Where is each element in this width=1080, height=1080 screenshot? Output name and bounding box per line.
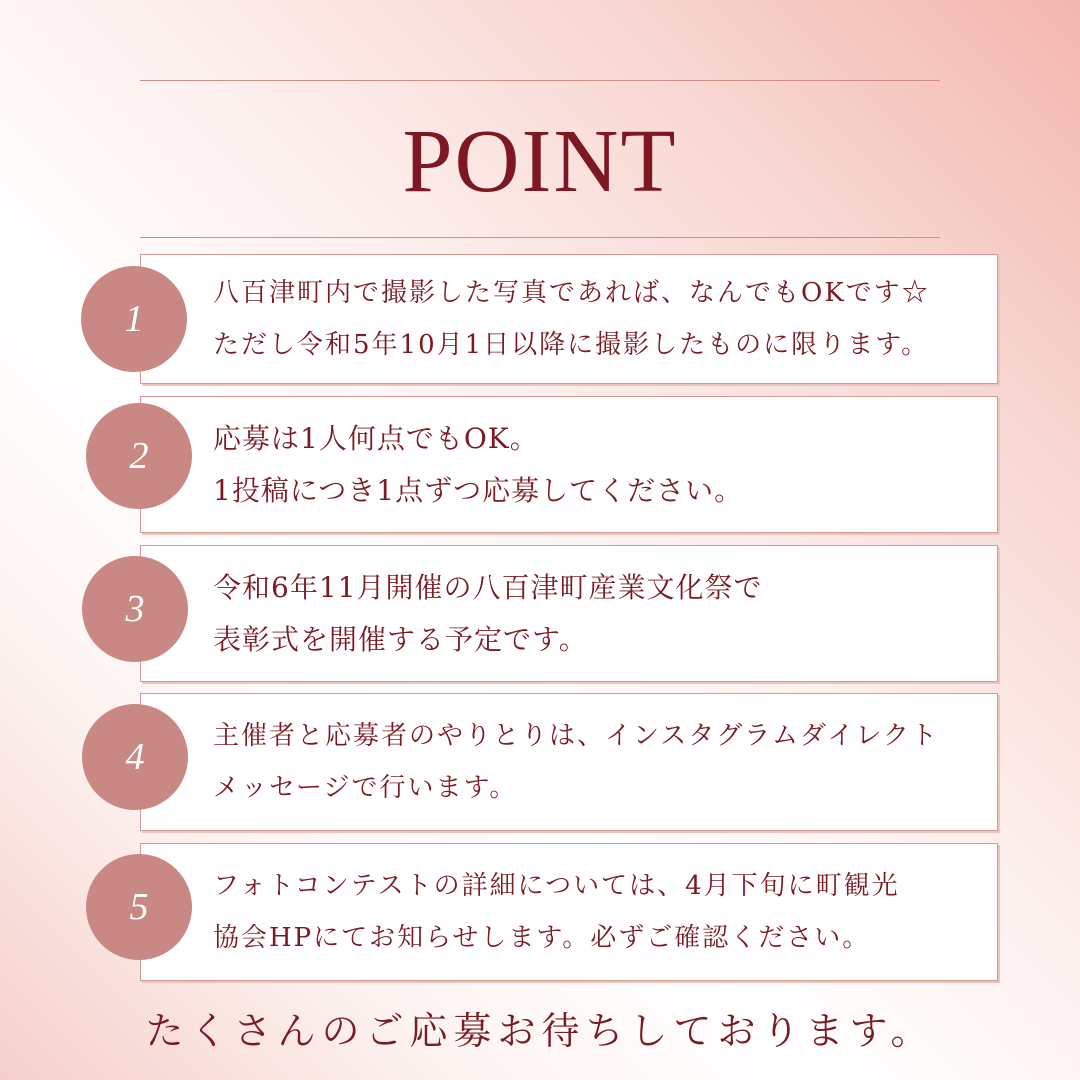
- closing-message: たくさんのご応募お待ちしております。: [145, 1009, 935, 1053]
- page-title: POINT: [402, 112, 678, 211]
- point-4-line-1: 主催者と応募者のやりとりは、インスタグラムダイレクト: [213, 721, 939, 751]
- title-divider: [140, 237, 940, 238]
- point-5-number: 5: [129, 886, 149, 928]
- point-number-badge-5: [86, 854, 192, 960]
- point-number-badge-1: [81, 266, 187, 372]
- point-2-number: 2: [129, 435, 149, 477]
- point-card-3: [140, 545, 998, 682]
- point-1-line-2: ただし令和5年10月1日以降に撮影したものに限ります。: [213, 330, 930, 360]
- point-4-line-2: メッセージで行います。: [213, 773, 518, 803]
- point-3-number: 3: [125, 588, 145, 630]
- point-number-badge-3: [82, 556, 188, 662]
- point-5-line-1: フォトコンテストの詳細については、4月下旬に町観光: [213, 871, 900, 901]
- point-card-1: [140, 254, 998, 384]
- point-2-line-2: 1投稿につき1点ずつ応募してください。: [213, 473, 744, 507]
- point-card-5: [140, 843, 998, 981]
- point-card-4: [140, 693, 998, 831]
- point-4-number: 4: [125, 736, 145, 778]
- point-number-badge-2: [86, 403, 192, 509]
- point-3-line-2: 表彰式を開催する予定です。: [213, 622, 588, 656]
- point-3-line-1: 令和6年11月開催の八百津町産業文化祭で: [213, 570, 763, 604]
- point-card-2: [140, 396, 998, 533]
- point-2-line-1: 応募は1人何点でもOK。: [213, 421, 539, 455]
- point-number-badge-4: [82, 704, 188, 810]
- point-1-number: 1: [124, 298, 144, 340]
- point-1-line-1: 八百津町内で撮影した写真であれば、なんでもOKです☆: [213, 278, 930, 308]
- point-5-line-2: 協会HPにてお知らせします。必ずご確認ください。: [213, 923, 871, 953]
- top-divider: [140, 80, 940, 81]
